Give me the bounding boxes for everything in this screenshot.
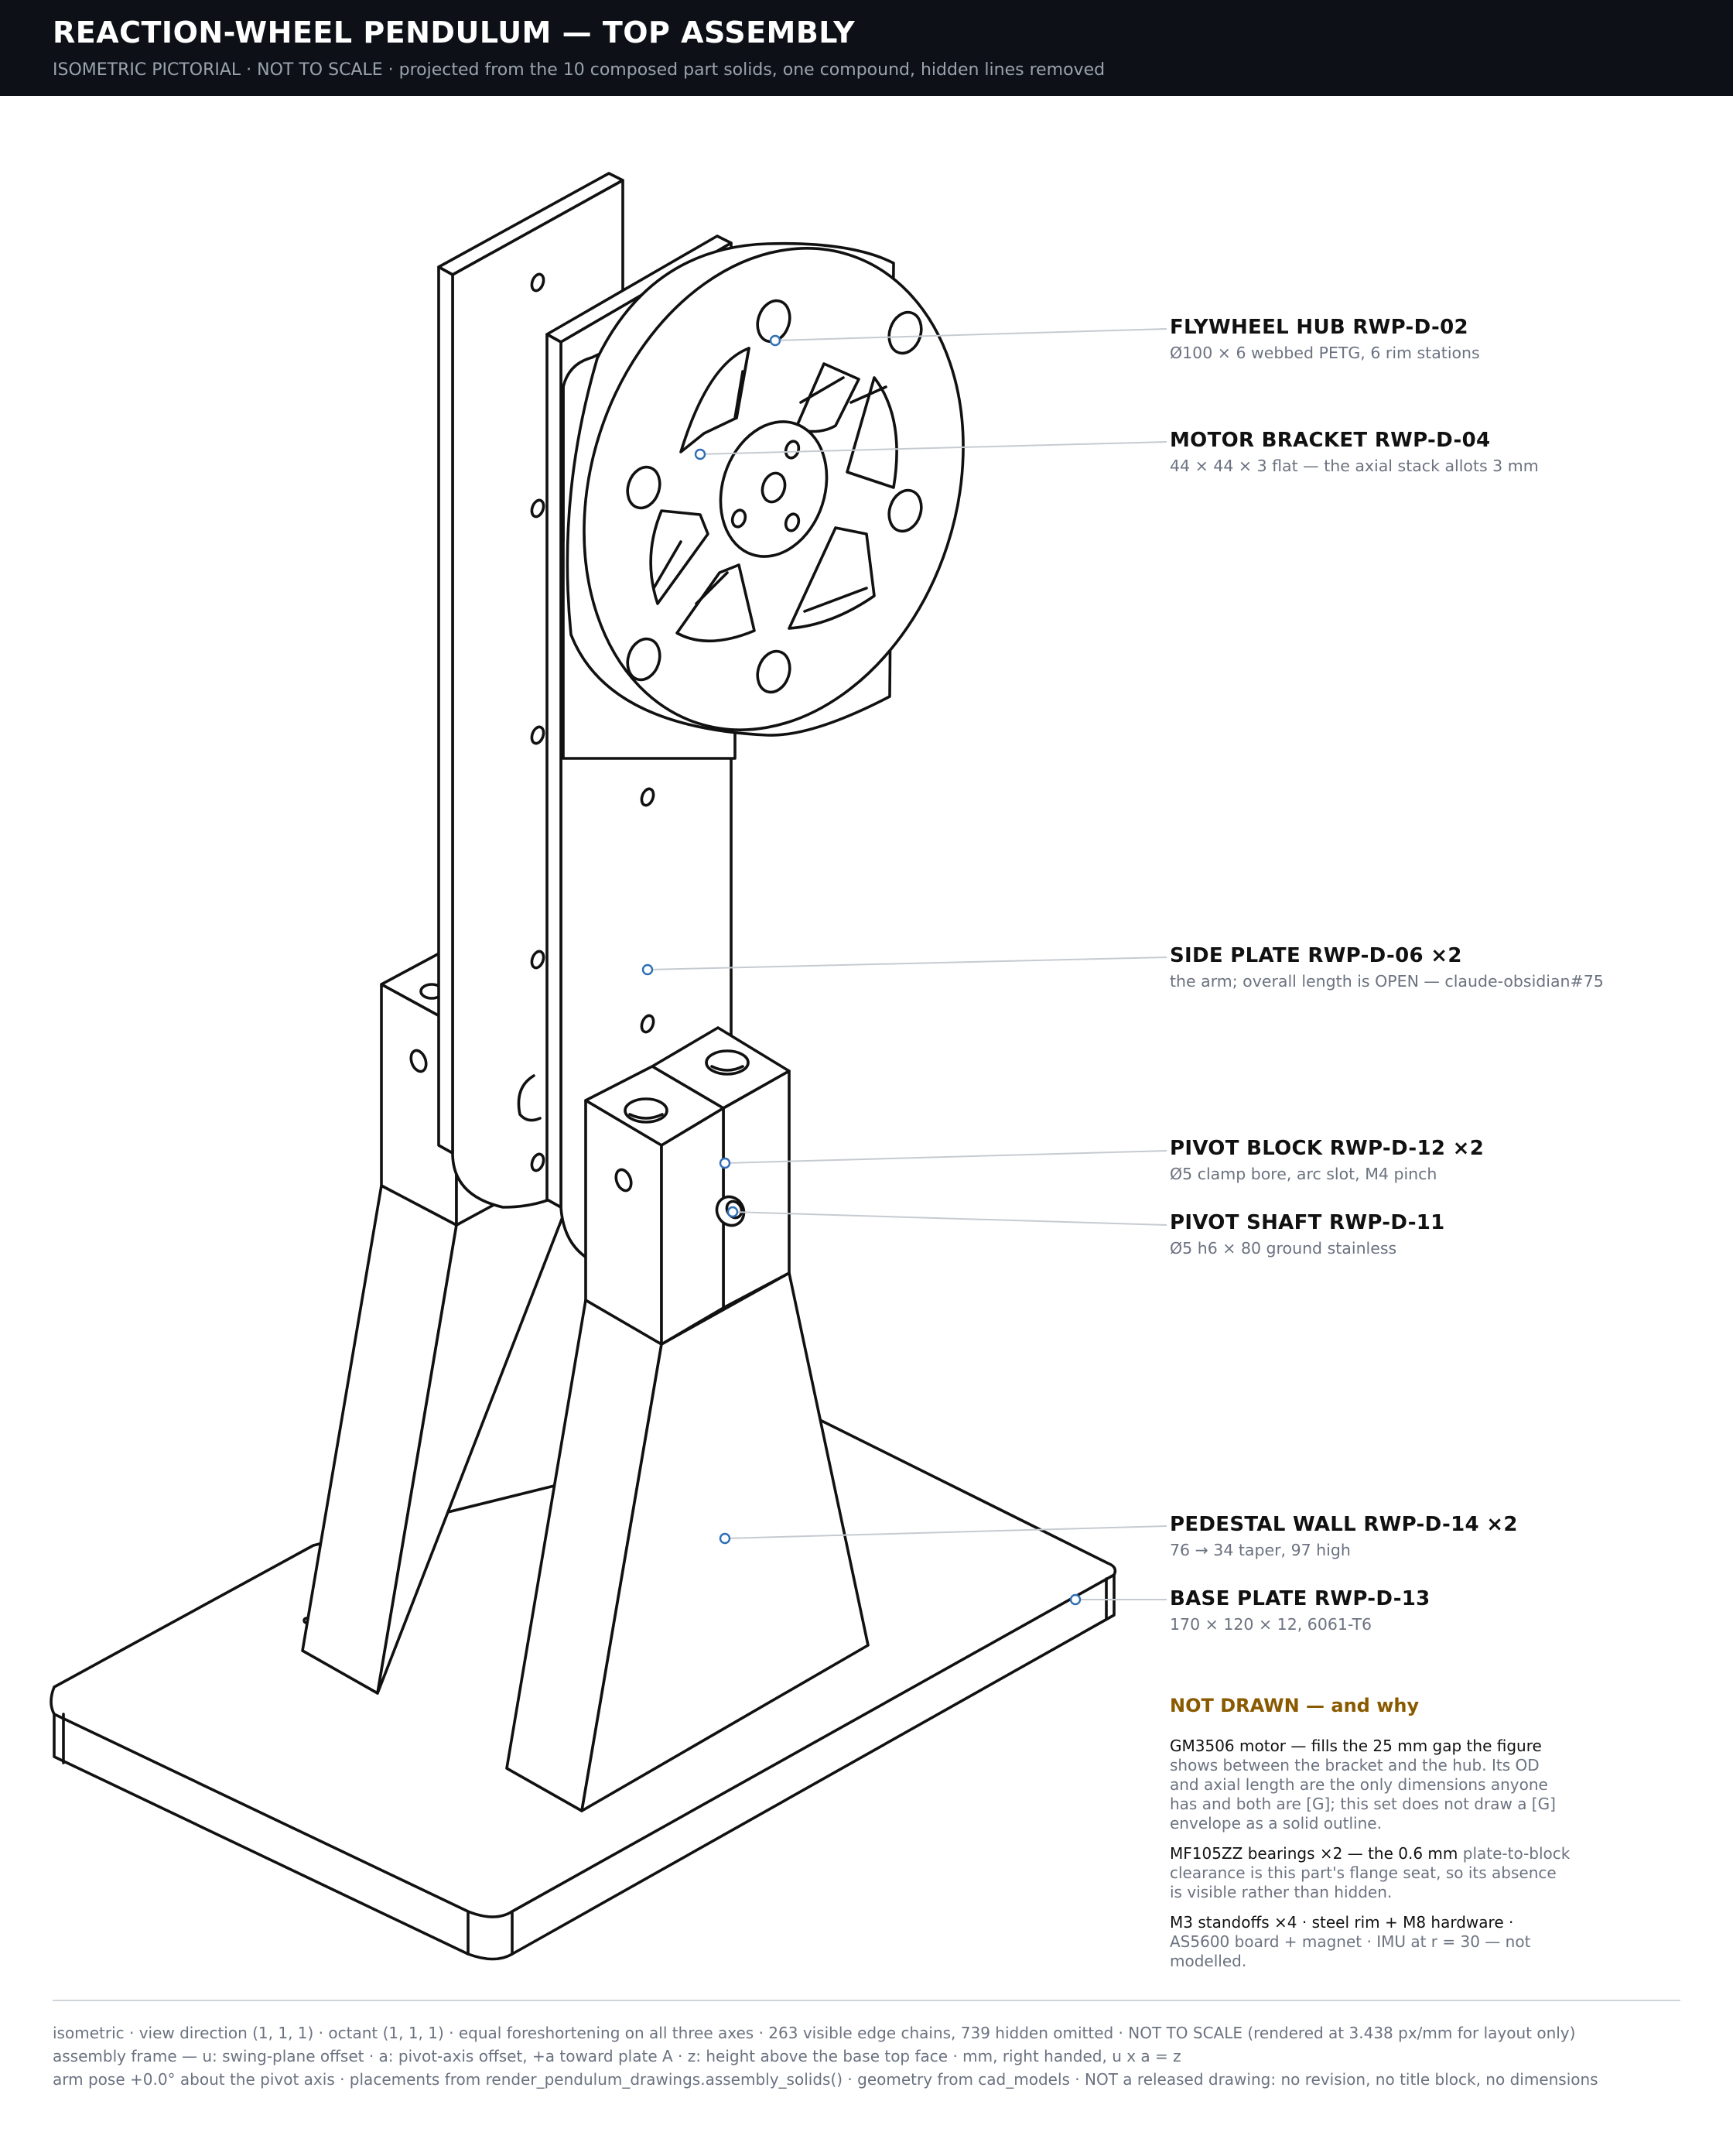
- callout-desc: Ø100 × 6 webbed PETG, 6 rim stations: [1170, 344, 1480, 362]
- callout-pivot-shaft: [1170, 1211, 1445, 1258]
- callout-desc: Ø5 clamp bore, arc slot, M4 pinch: [1170, 1165, 1437, 1183]
- not-drawn-item: [1170, 1844, 1572, 1902]
- callout-name: SIDE PLATE RWP-D-06 ×2: [1170, 944, 1462, 967]
- callout-name: FLYWHEEL HUB RWP-D-02: [1170, 316, 1468, 339]
- not-drawn-item-text: AS5600 board + magnet · IMU at r = 30 — not modelled.: [1170, 1932, 1531, 1970]
- callout-name: BASE PLATE RWP-D-13: [1170, 1587, 1430, 1610]
- not-drawn-note: [1170, 1695, 1572, 1982]
- not-drawn-item-lead: GM3506 motor — fills the 25 mm gap the figure: [1170, 1737, 1542, 1755]
- callout-base-plate: [1170, 1587, 1430, 1634]
- callout-flywheel-hub: [1170, 316, 1480, 362]
- not-drawn-item: [1170, 1913, 1572, 1971]
- callout-desc: Ø5 h6 × 80 ground stainless: [1170, 1239, 1397, 1258]
- callout-desc: 76 → 34 taper, 97 high: [1170, 1541, 1351, 1559]
- callout-name: PIVOT BLOCK RWP-D-12 ×2: [1170, 1137, 1485, 1160]
- page-title: REACTION-WHEEL PENDULUM — TOP ASSEMBLY: [53, 15, 856, 50]
- page-subtitle: ISOMETRIC PICTORIAL · NOT TO SCALE · projected from the 10 composed part solids, one compound, hidden lines removed: [53, 60, 1106, 80]
- footer-divider: [53, 2000, 1680, 2001]
- not-drawn-item: [1170, 1737, 1572, 1833]
- footer-notes: [53, 2021, 1598, 2091]
- not-drawn-item-lead: M3 standoffs ×4 · steel rim + M8 hardware ·: [1170, 1913, 1514, 1932]
- callout-desc: the arm; overall length is OPEN — claude-obsidian#75: [1170, 972, 1604, 991]
- footer-line: isometric · view direction (1, 1, 1) · octant (1, 1, 1) · equal foreshortening on all three axes · 263 visible edge chains, 739 hidden omitted · NOT TO SCALE (rendered at 3.438 px/mm for layout only): [53, 2024, 1576, 2042]
- callout-pedestal-wall: [1170, 1513, 1518, 1559]
- header-bar: [0, 0, 1733, 96]
- callout-desc: 170 × 120 × 12, 6061-T6: [1170, 1615, 1372, 1634]
- not-drawn-heading: NOT DRAWN — and why: [1170, 1695, 1420, 1716]
- callout-desc: 44 × 44 × 3 flat — the axial stack allots 3 mm: [1170, 457, 1539, 475]
- not-drawn-item-lead: MF105ZZ bearings ×2 — the 0.6 mm: [1170, 1844, 1458, 1863]
- footer-line: arm pose +0.0° about the pivot axis · placements from render_pendulum_drawings.assembly_solids() · geometry from cad_models · NOT a released drawing: no revision, no title block, no dimensions: [53, 2070, 1598, 2089]
- callout-pivot-block: [1170, 1137, 1484, 1183]
- footer-line: assembly frame — u: swing-plane offset · a: pivot-axis offset, +a toward plate A · z: height above the base top face · mm, right handed, u x a = z: [53, 2047, 1181, 2065]
- not-drawn-item-text: plate-to-block clearance is this part's flange seat, so its absence is visible rather than hidden.: [1170, 1844, 1571, 1901]
- callout-name: PEDESTAL WALL RWP-D-14 ×2: [1170, 1513, 1518, 1536]
- callout-name: PIVOT SHAFT RWP-D-11: [1170, 1211, 1445, 1234]
- callout-side-plate: [1170, 944, 1604, 991]
- not-drawn-item-text: shows between the bracket and the hub. Its OD and axial length are the only dimensions anyone has and both are [G]; this set does not draw a [G] envelope as a solid outline.: [1170, 1756, 1556, 1833]
- callout-name: MOTOR BRACKET RWP-D-04: [1170, 429, 1491, 452]
- callout-motor-bracket: [1170, 429, 1539, 475]
